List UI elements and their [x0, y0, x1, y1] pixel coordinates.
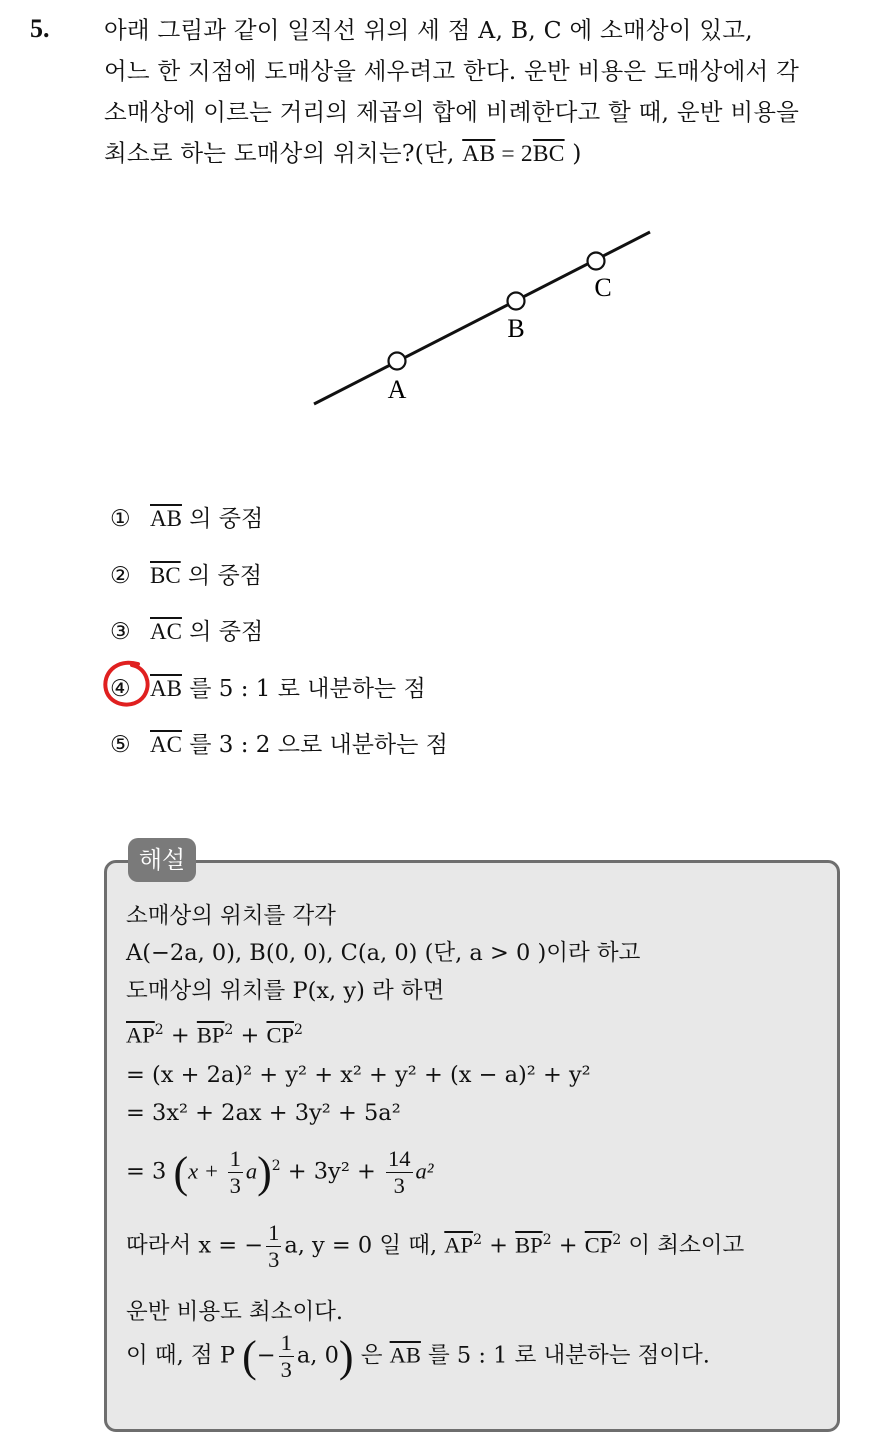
question-line: 아래 그림과 같이 일직선 위의 세 점 A, B, C 에 소매상이 있고,: [104, 16, 753, 44]
solution-line: $\overline{AP}^2 + \overline{BP}^2 + \overline{CP}^2$: [126, 1022, 303, 1049]
choice-4[interactable]: ④ $\overline{AB}$ 를 5 : 1 로 내분하는 점: [110, 670, 426, 703]
line-figure: [300, 220, 660, 420]
question-number: 5.: [30, 14, 50, 43]
solution-badge: 해설: [128, 838, 196, 882]
answer-mark-icon: [98, 656, 154, 712]
solution-line: = 3 (x + $\frac{1}{3}$ a)$^2$ + 3y² + $\frac{14}{3}$ a²: [126, 1146, 434, 1198]
question-line: 소매상에 이르는 거리의 제곱의 합에 비례한다고 할 때, 운반 비용을: [104, 98, 800, 126]
solution-line: 이 때, 점 P (− $\frac{1}{3}$ a, 0) 은 $\overline{AB}$ 를 5 : 1 로 내분하는 점이다.: [126, 1330, 710, 1382]
solution-line: A(−2a, 0), B(0, 0), C(a, 0) (단, a > 0 )이라 하고: [126, 940, 641, 966]
choice-2[interactable]: ② $\overline{BC}$ 의 중점: [110, 563, 262, 589]
point-b: [508, 293, 525, 310]
label-b: B: [507, 314, 525, 343]
point-a: [389, 353, 406, 370]
choice-5[interactable]: ⑤ $\overline{AC}$ 를 3 : 2 으로 내분하는 점: [110, 732, 448, 758]
question-line: 어느 한 지점에 도매상을 세우려고 한다. 운반 비용은 도매상에서 각: [104, 57, 800, 85]
solution-line: = (x + 2a)² + y² + x² + y² + (x − a)² + y²: [126, 1062, 591, 1088]
solution-line: 운반 비용도 최소이다.: [126, 1299, 344, 1325]
question-text: [104, 10, 864, 175]
solution-line: 도매상의 위치를 P(x, y) 라 하면: [126, 978, 445, 1004]
question-line: 최소로 하는 도매상의 위치는?(단, $\overline{AB} = 2\overline{BC}$ ): [104, 139, 582, 167]
label-c: C: [594, 273, 612, 302]
point-c: [588, 253, 605, 270]
choice-3[interactable]: ③ $\overline{AC}$ 의 중점: [110, 619, 264, 645]
choice-1[interactable]: ① $\overline{AB}$ 의 중점: [110, 506, 264, 532]
solution-line: 소매상의 위치를 각각: [126, 903, 336, 929]
solution-line: = 3x² + 2ax + 3y² + 5a²: [126, 1100, 401, 1126]
label-a: A: [387, 375, 407, 404]
solution-line: 따라서 x = − $\frac{1}{3}$ a, y = 0 일 때, $\overline{AP}^2 + \overline{BP}^2 + \overline{CP}^2$ 이 최소이고: [126, 1220, 745, 1272]
